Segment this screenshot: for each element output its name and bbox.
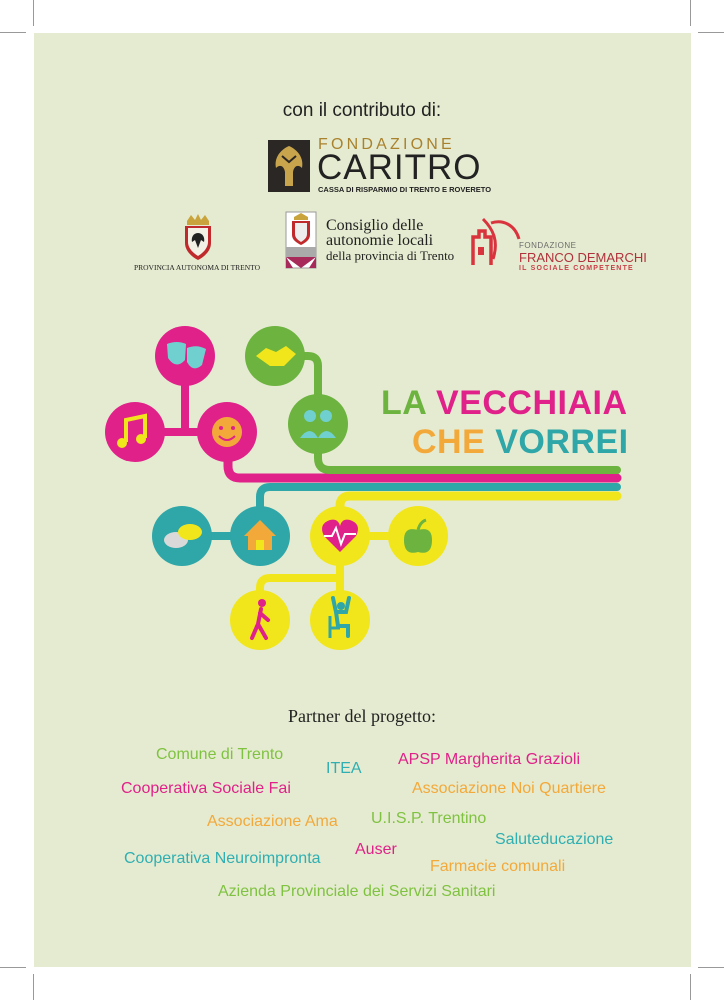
consiglio-line3: della provincia di Trento <box>326 248 455 263</box>
icon-heart <box>310 506 370 566</box>
consiglio-line2: autonomie locali <box>326 232 434 249</box>
partner-neuroimpronta: Cooperativa Neuroimpronta <box>124 850 321 867</box>
title-word-vecchiaia: VECCHIAIA <box>436 384 628 422</box>
partner-apsp: APSP Margherita Grazioli <box>398 751 580 768</box>
provincia-name-text: PROVINCIA AUTONOMA DI TRENTO <box>133 263 261 272</box>
partner-uisp: U.I.S.P. Trentino <box>371 810 487 827</box>
icon-apple <box>388 506 448 566</box>
people-icon <box>304 410 316 422</box>
exercise-person-icon <box>337 602 345 610</box>
partner-ama: Associazione Ama <box>207 813 338 830</box>
caritro-name-text: CARITRO <box>317 148 482 187</box>
demarchi-subtitle-text: IL SOCIALE COMPETENTE <box>519 265 634 272</box>
title-word-vorrei: VORREI <box>495 423 629 461</box>
icon-people <box>288 394 348 454</box>
consiglio-line1: Consiglio delle <box>326 217 424 234</box>
partner-itea: ITEA <box>326 760 362 777</box>
icon-chat <box>152 506 212 566</box>
icon-house <box>230 506 290 566</box>
partner-auser: Auser <box>355 841 397 858</box>
partner-comune-trento: Comune di Trento <box>156 746 284 763</box>
icon-music <box>105 402 165 462</box>
demarchi-fondazione-text: FONDAZIONE <box>519 241 577 250</box>
contributo-heading: con il contributo di: <box>282 100 442 121</box>
icon-exercise <box>310 590 370 650</box>
title-line-1 <box>381 384 628 423</box>
partners-heading: Partner del progetto: <box>288 706 436 726</box>
title-word-la: LA <box>381 384 427 422</box>
icon-smiley <box>197 402 257 462</box>
apple-icon <box>404 529 432 553</box>
icon-handshake <box>245 326 305 386</box>
icon-walking <box>230 590 290 650</box>
caritro-fondazione-text: FONDAZIONE <box>318 136 455 153</box>
title-line-2 <box>412 423 629 462</box>
partner-saluteducazione: Saluteducazione <box>495 831 614 848</box>
partner-farmacie: Farmacie comunali <box>430 858 566 875</box>
icon-theater-masks <box>155 326 215 386</box>
partner-azienda-sanitaria: Azienda Provinciale dei Servizi Sanitari <box>218 883 496 900</box>
demarchi-name-text: FRANCO DEMARCHI <box>519 250 647 265</box>
partner-noi-quartiere: Associazione Noi Quartiere <box>412 780 606 797</box>
partner-coop-fai: Cooperativa Sociale Fai <box>121 780 291 797</box>
walking-person-icon <box>258 599 266 607</box>
smiley-icon <box>212 417 242 447</box>
caritro-subtitle-text: CASSA DI RISPARMIO DI TRENTO E ROVERETO <box>318 185 492 194</box>
title-word-che: CHE <box>412 423 486 461</box>
